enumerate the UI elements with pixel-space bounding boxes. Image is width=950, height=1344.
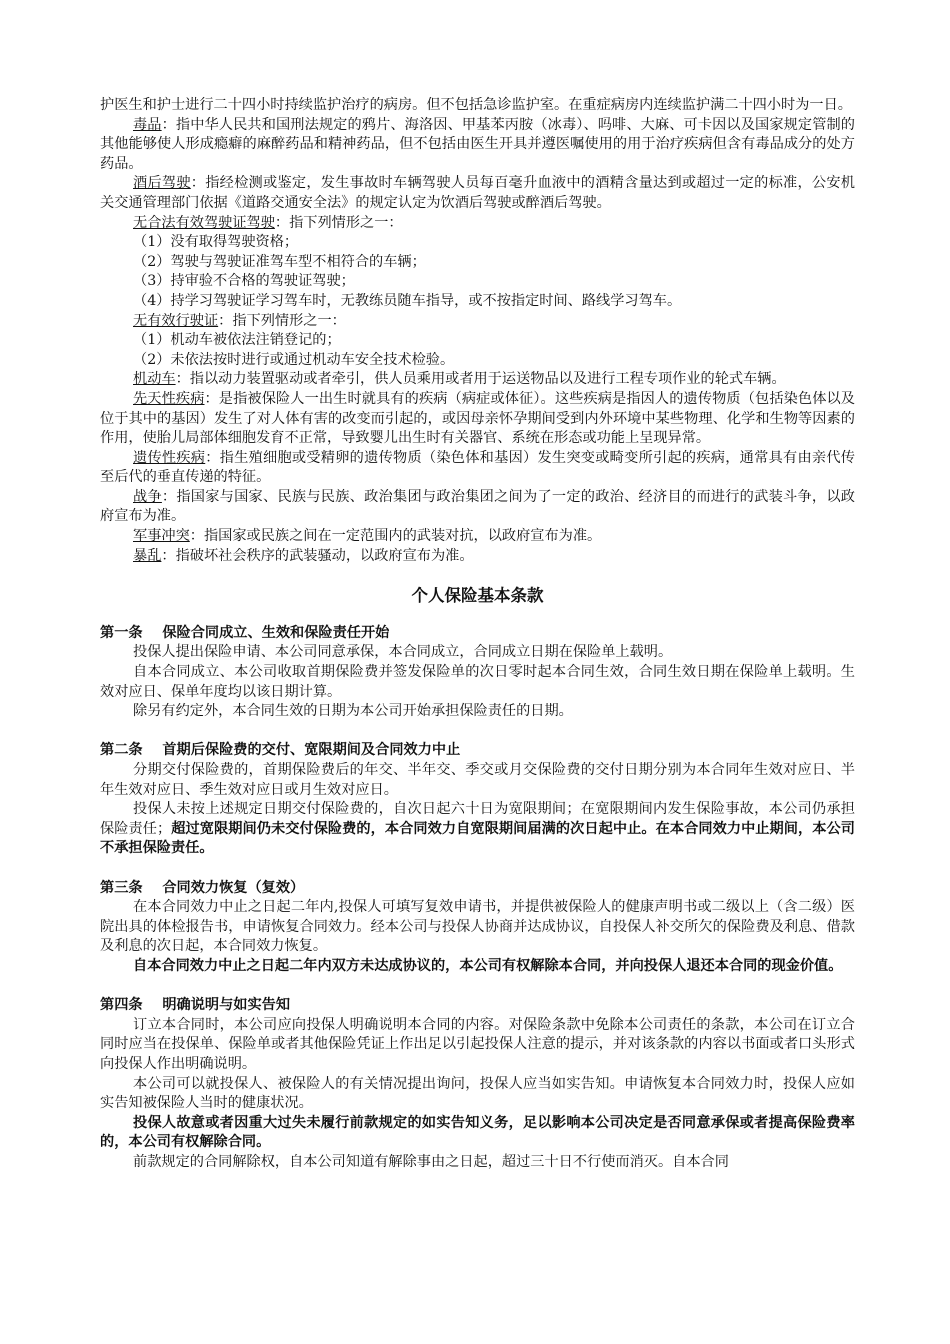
spacer [100,977,855,997]
term-military-conflict: 军事冲突 [133,528,190,545]
article-paragraph: 前款规定的合同解除权，自本公司知道有解除事由之日起，超过三十日不行使而消灭。自本合同 [133,1153,729,1170]
definition-congenital [100,390,855,449]
definition-vehicle-text: ：指以动力装置驱动或者牵引，供人员乘用或者用于运送物品以及进行工程专项作业的轮式车辆。 [175,371,786,388]
article-heading: 第四条 明确说明与如实告知 [100,997,291,1014]
term-no-vehicle-cert: 无有效行驶证 [133,312,219,329]
article-paragraph: 除另有约定外，本合同生效的日期为本公司开始承担保险责任的日期。 [133,703,573,720]
list-item: （4）持学习驾驶证学习驾车时，无教练员随车指导，或不按指定时间、路线学习驾车。 [133,292,682,309]
definition-no-vehicle-cert-text: ：指下列情形之一： [218,312,346,329]
article-text: 投保人未按上述规定日期交付保险费的，自次日起六十日为宽限期间；在宽限期间内发生保险事故，本公司仍承担保险责任； [100,801,855,837]
article-paragraph: 投保人提出保险申请、本公司同意承保，本合同成立，合同成立日期在保险单上载明。 [133,644,673,661]
article-bold-paragraph: 投保人故意或者因重大过失未履行前款规定的如实告知义务，足以影响本公司决定是否同意承保或者提高保险费率的，本公司有权解除合同。 [100,1114,855,1151]
term-war: 战争 [133,488,162,505]
list-item: （1）没有取得驾驶资格； [133,234,299,251]
term-congenital: 先天性疾病 [133,390,205,407]
definition-no-license-text: ：指下列情形之一： [274,214,403,231]
article-bold-paragraph: 自本合同效力中止之日起二年内双方未达成协议的，本公司有权解除本合同，并向投保人退还本合同的现金价值。 [133,957,843,974]
definition-vehicle [100,370,855,390]
definition-drunk-driving [100,174,855,213]
definition-hereditary [100,449,855,488]
list-item: （3）持审验不合格的驾驶证驾驶； [133,273,355,290]
definition-drugs-text: ：指中华人民共和国刑法规定的鸦片、海洛因、甲基苯丙胺（冰毒）、吗啡、大麻、可卡因以及国家规定管制的其他能够使人形成瘾癖的麻醉药品和精神药品，但不包括由医生开具并遵医嘱使用的用于治疗疾病但含有毒品成分的处方药品。 [100,116,855,172]
article-heading: 第二条 首期后保险费的交付、宽限期间及合同效力中止 [100,742,461,759]
article-bold-text: 超过宽限期间仍未交付保险费的，本合同效力自宽限期间届满的次日起中止。在本合同效力中止期间，本公司不承担保险责任。 [100,820,855,857]
definition-no-license [100,214,855,234]
article-paragraph: 分期交付保险费的，首期保险费后的年交、半年交、季交或月交保险费的交付日期分别为本合同年生效对应日、半年生效对应日、季生效对应日或月生效对应日。 [100,762,855,798]
definition-military-conflict-text: ：指国家或民族之间在一定范围内的武装对抗，以政府宣布为准。 [189,528,602,545]
term-hereditary: 遗传性疾病 [133,449,206,466]
icu-definition-continued: 护医生和护士进行二十四小时持续监护治疗的病房。但不包括急诊监护室。在重症病房内连续监护满二十四小时为一日。 [100,97,852,113]
list-item: （1）机动车被依法注销登记的； [133,332,341,349]
definition-no-vehicle-cert [100,312,855,332]
definition-congenital-text: ：是指被保险人一出生时就具有的疾病（病症或体征）。这些疾病是指因人的遗传物质（包括染色体以及位于其中的基因）发生了对人体有害的改变而引起的，或因母亲怀孕期间受到内外环境中某些物理、化学和生物等因素的作用，使胎儿局部体细胞发育不正常，导致婴儿出生时有关器官、系统在形态或功能上呈现异常。 [100,390,855,447]
article-paragraph: 自本合同成立、本公司收取首期保险费并签发保险单的次日零时起本合同生效，合同生效日期在保险单上载明。生效对应日、保单年度均以该日期计算。 [100,664,855,700]
list-item: （2）未依法按时进行或通过机动车安全技术检验。 [133,351,455,368]
term-drugs: 毒品 [133,116,162,133]
article-paragraph: 订立本合同时，本公司应向投保人明确说明本合同的内容。对保险条款中免除本公司责任的条款，本公司在订立合同时应当在投保单、保险单或者其他保险凭证上作出足以引起投保人注意的提示，并对该条款的内容以书面或者口头形式向投保人作出明确说明。 [100,1016,855,1072]
list-item: （2）驾驶与驾驶证准驾车型不相符合的车辆； [133,253,426,270]
definition-riot-text: ：指破坏社会秩序的武装骚动，以政府宣布为准。 [161,547,474,564]
term-no-license: 无合法有效驾驶证驾驶 [133,214,275,231]
article-heading: 第一条 保险合同成立、生效和保险责任开始 [100,624,390,641]
article-paragraph: 在本合同效力中止之日起二年内,投保人可填写复效申请书，并提供被保险人的健康声明书或二级以上（含二级）医院出具的体检报告书，申请恢复合同效力。经本公司与投保人协商并达成协议，自投保人补交所欠的保险费及利息、借款及利息的次日起，本合同效力恢复。 [100,899,855,955]
definition-war-text: ：指国家与国家、民族与民族、政治集团与政治集团之间为了一定的政治、经济目的而进行的武装斗争，以政府宣布为准。 [100,488,855,525]
term-riot: 暴乱 [133,547,162,564]
article-paragraph: 本公司可以就投保人、被保险人的有关情况提出询问，投保人应当如实告知。申请恢复本合同效力时，投保人应如实告知被保险人当时的健康状况。 [100,1075,855,1112]
definition-military-conflict [100,527,855,547]
article-paragraph [100,800,855,859]
definition-riot [100,547,855,567]
definition-hereditary-text: ：指生殖细胞或受精卵的遗传物质（染色体和基因）发生突变或畸变所引起的疾病，通常具有由亲代传至后代的垂直传递的特征。 [100,449,855,486]
term-vehicle: 机动车 [133,371,176,388]
document-page [100,96,855,1172]
article-heading: 第三条 合同效力恢复（复效） [100,879,305,896]
spacer [100,722,855,742]
section-title: 个人保险基本条款 [411,586,544,606]
definition-drunk-driving-text: ：指经检测或鉴定，发生事故时车辆驾驶人员每百毫升血液中的酒精含量达到或超过一定的标准，公安机关交通管理部门依据《道路交通安全法》的规定认定为饮酒后驾驶或醉酒后驾驶。 [100,175,855,211]
definition-drugs [100,116,855,175]
spacer [100,859,855,879]
definition-war [100,488,855,527]
term-drunk-driving: 酒后驾驶 [133,175,191,192]
